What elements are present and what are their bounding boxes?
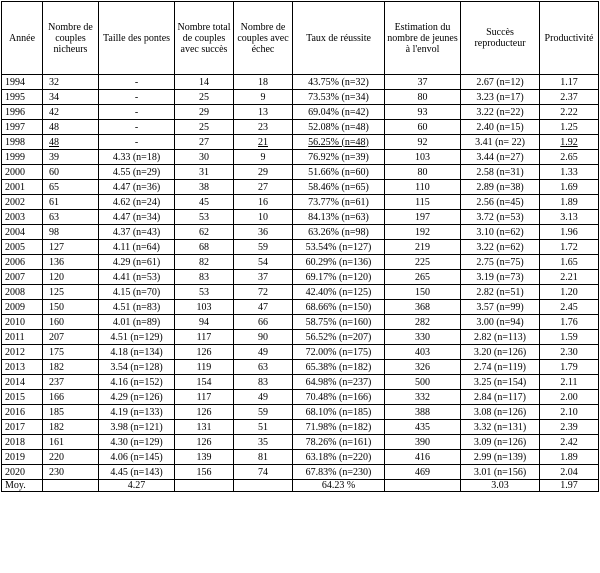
cell-jeunes: 330 (385, 330, 461, 345)
cell-nicheurs: 237 (43, 375, 99, 390)
cell-succes: 126 (175, 435, 234, 450)
cell-taille-pontes: - (99, 120, 175, 135)
table-row (2, 315, 599, 330)
cell-succes-repro: 2.99 (n=139) (461, 450, 540, 465)
cell-echec: 59 (234, 240, 293, 255)
cell-taux: 56.25% (n=48) (293, 135, 385, 150)
cell-productivite: 2.11 (540, 375, 599, 390)
cell-nicheurs: 160 (43, 315, 99, 330)
cell-succes: 156 (175, 465, 234, 480)
cell-taille-pontes: 4.30 (n=129) (99, 435, 175, 450)
cell-succes-repro: 2.40 (n=15) (461, 120, 540, 135)
cell-taille-pontes: 4.62 (n=24) (99, 195, 175, 210)
cell-taux: 65.38% (n=182) (293, 360, 385, 375)
cell-succes: 103 (175, 300, 234, 315)
cell-echec: 63 (234, 360, 293, 375)
cell-taille-pontes: 4.51 (n=129) (99, 330, 175, 345)
cell-jeunes: 103 (385, 150, 461, 165)
header-succes-reproducteur: Succès reproducteur (461, 2, 540, 75)
cell-succes: 126 (175, 405, 234, 420)
cell-echec: 81 (234, 450, 293, 465)
cell-succes-repro: 3.19 (n=73) (461, 270, 540, 285)
cell-productivite: 1.72 (540, 240, 599, 255)
cell-echec: 83 (234, 375, 293, 390)
cell-taux: 68.66% (n=150) (293, 300, 385, 315)
cell-succes: 62 (175, 225, 234, 240)
table-body (2, 75, 599, 480)
cell-succes-repro: 3.10 (n=62) (461, 225, 540, 240)
cell-nicheurs: 125 (43, 285, 99, 300)
cell-taille-pontes: 4.29 (n=126) (99, 390, 175, 405)
cell-nicheurs: 42 (43, 105, 99, 120)
table-row (2, 450, 599, 465)
cell-taille-pontes: - (99, 75, 175, 90)
footer-cell-productivite: 1.97 (540, 480, 599, 492)
cell-succes-repro: 3.22 (n=62) (461, 240, 540, 255)
cell-annee: 2020 (2, 465, 43, 480)
cell-succes: 25 (175, 90, 234, 105)
cell-echec: 10 (234, 210, 293, 225)
cell-annee: 2004 (2, 225, 43, 240)
cell-nicheurs: 182 (43, 360, 99, 375)
cell-taille-pontes: 4.45 (n=143) (99, 465, 175, 480)
cell-succes-repro: 3.01 (n=156) (461, 465, 540, 480)
cell-annee: 2015 (2, 390, 43, 405)
cell-succes-repro: 3.25 (n=154) (461, 375, 540, 390)
cell-nicheurs: 48 (43, 135, 99, 150)
cell-nicheurs: 230 (43, 465, 99, 480)
cell-nicheurs: 48 (43, 120, 99, 135)
table-row (2, 135, 599, 150)
table-row (2, 210, 599, 225)
footer-cell-succes (175, 480, 234, 492)
cell-succes-repro: 3.44 (n=27) (461, 150, 540, 165)
cell-succes: 31 (175, 165, 234, 180)
cell-productivite: 1.25 (540, 120, 599, 135)
cell-taille-pontes: 3.98 (n=121) (99, 420, 175, 435)
table-row (2, 225, 599, 240)
cell-succes: 154 (175, 375, 234, 390)
cell-annee: 1999 (2, 150, 43, 165)
cell-nicheurs: 220 (43, 450, 99, 465)
cell-jeunes: 115 (385, 195, 461, 210)
cell-nicheurs: 63 (43, 210, 99, 225)
header-productivite: Productivité (540, 2, 599, 75)
cell-productivite: 2.30 (540, 345, 599, 360)
cell-succes-repro: 3.08 (n=126) (461, 405, 540, 420)
cell-succes: 126 (175, 345, 234, 360)
cell-jeunes: 390 (385, 435, 461, 450)
footer-label: Moy. (2, 480, 43, 492)
cell-succes-repro: 2.82 (n=51) (461, 285, 540, 300)
cell-echec: 23 (234, 120, 293, 135)
cell-echec: 49 (234, 390, 293, 405)
table-footer (2, 480, 599, 492)
cell-succes-repro: 3.32 (n=131) (461, 420, 540, 435)
cell-productivite: 2.04 (540, 465, 599, 480)
header-estimation-jeunes: Estimation du nombre de jeunes à l'envol (385, 2, 461, 75)
cell-jeunes: 80 (385, 90, 461, 105)
cell-taille-pontes: 4.47 (n=36) (99, 180, 175, 195)
table-row (2, 240, 599, 255)
cell-productivite: 1.89 (540, 195, 599, 210)
cell-jeunes: 150 (385, 285, 461, 300)
cell-productivite: 1.59 (540, 330, 599, 345)
cell-taux: 73.77% (n=61) (293, 195, 385, 210)
cell-nicheurs: 150 (43, 300, 99, 315)
cell-productivite: 1.65 (540, 255, 599, 270)
cell-jeunes: 219 (385, 240, 461, 255)
cell-succes-repro: 2.82 (n=113) (461, 330, 540, 345)
cell-succes-repro: 3.72 (n=53) (461, 210, 540, 225)
cell-succes: 139 (175, 450, 234, 465)
cell-taux: 71.98% (n=182) (293, 420, 385, 435)
cell-echec: 51 (234, 420, 293, 435)
cell-succes: 30 (175, 150, 234, 165)
cell-succes: 94 (175, 315, 234, 330)
cell-echec: 9 (234, 90, 293, 105)
cell-taux: 43.75% (n=32) (293, 75, 385, 90)
table-row (2, 390, 599, 405)
table-row (2, 435, 599, 450)
cell-taux: 72.00% (n=175) (293, 345, 385, 360)
table-row (2, 105, 599, 120)
table-row (2, 90, 599, 105)
cell-taille-pontes: 4.55 (n=29) (99, 165, 175, 180)
cell-taux: 58.46% (n=65) (293, 180, 385, 195)
cell-succes-repro: 2.74 (n=119) (461, 360, 540, 375)
cell-annee: 2003 (2, 210, 43, 225)
cell-taux: 58.75% (n=160) (293, 315, 385, 330)
cell-taux: 64.98% (n=237) (293, 375, 385, 390)
data-table (1, 1, 599, 492)
cell-annee: 1994 (2, 75, 43, 90)
cell-echec: 29 (234, 165, 293, 180)
cell-taille-pontes: 4.15 (n=70) (99, 285, 175, 300)
cell-productivite: 2.00 (540, 390, 599, 405)
cell-taille-pontes: 4.37 (n=43) (99, 225, 175, 240)
cell-succes: 131 (175, 420, 234, 435)
header-row (2, 2, 599, 75)
cell-succes: 45 (175, 195, 234, 210)
table-header (2, 2, 599, 75)
table-row (2, 345, 599, 360)
footer-cell-succes-repro: 3.03 (461, 480, 540, 492)
cell-taille-pontes: - (99, 135, 175, 150)
cell-annee: 2006 (2, 255, 43, 270)
cell-taux: 60.29% (n=136) (293, 255, 385, 270)
cell-succes-repro: 3.00 (n=94) (461, 315, 540, 330)
cell-taux: 56.52% (n=207) (293, 330, 385, 345)
cell-taille-pontes: 4.11 (n=64) (99, 240, 175, 255)
cell-succes: 27 (175, 135, 234, 150)
table-row (2, 270, 599, 285)
cell-productivite: 2.22 (540, 105, 599, 120)
cell-echec: 49 (234, 345, 293, 360)
cell-succes-repro: 3.41 (n= 22) (461, 135, 540, 150)
cell-succes-repro: 3.57 (n=99) (461, 300, 540, 315)
cell-jeunes: 197 (385, 210, 461, 225)
table-row (2, 405, 599, 420)
cell-nicheurs: 98 (43, 225, 99, 240)
cell-annee: 2016 (2, 405, 43, 420)
cell-echec: 27 (234, 180, 293, 195)
cell-taux: 76.92% (n=39) (293, 150, 385, 165)
cell-taux: 51.66% (n=60) (293, 165, 385, 180)
cell-taille-pontes: 3.54 (n=128) (99, 360, 175, 375)
cell-taille-pontes: - (99, 90, 175, 105)
cell-taux: 68.10% (n=185) (293, 405, 385, 420)
cell-annee: 2007 (2, 270, 43, 285)
table-row (2, 180, 599, 195)
cell-taille-pontes: 4.41 (n=53) (99, 270, 175, 285)
cell-annee: 1995 (2, 90, 43, 105)
cell-nicheurs: 175 (43, 345, 99, 360)
cell-nicheurs: 32 (43, 75, 99, 90)
cell-succes-repro: 2.56 (n=45) (461, 195, 540, 210)
cell-annee: 2008 (2, 285, 43, 300)
footer-cell-taux: 64.23 % (293, 480, 385, 492)
cell-taux: 70.48% (n=166) (293, 390, 385, 405)
cell-nicheurs: 185 (43, 405, 99, 420)
cell-jeunes: 388 (385, 405, 461, 420)
cell-productivite: 2.37 (540, 90, 599, 105)
cell-echec: 36 (234, 225, 293, 240)
cell-nicheurs: 34 (43, 90, 99, 105)
cell-taux: 63.18% (n=220) (293, 450, 385, 465)
cell-taux: 63.26% (n=98) (293, 225, 385, 240)
table-row (2, 360, 599, 375)
cell-jeunes: 110 (385, 180, 461, 195)
cell-echec: 74 (234, 465, 293, 480)
cell-taille-pontes: 4.19 (n=133) (99, 405, 175, 420)
cell-productivite: 2.65 (540, 150, 599, 165)
cell-echec: 59 (234, 405, 293, 420)
cell-jeunes: 416 (385, 450, 461, 465)
footer-cell-taille-pontes: 4.27 (99, 480, 175, 492)
cell-succes: 29 (175, 105, 234, 120)
header-couples-avec-echec: Nombre de couples avec échec (234, 2, 293, 75)
cell-productivite: 1.20 (540, 285, 599, 300)
cell-succes-repro: 2.67 (n=12) (461, 75, 540, 90)
cell-echec: 90 (234, 330, 293, 345)
cell-succes-repro: 2.89 (n=38) (461, 180, 540, 195)
cell-taux: 52.08% (n=48) (293, 120, 385, 135)
header-taux-reussite: Taux de réussite (293, 2, 385, 75)
cell-annee: 2014 (2, 375, 43, 390)
cell-succes-repro: 2.75 (n=75) (461, 255, 540, 270)
cell-productivite: 3.13 (540, 210, 599, 225)
table-row (2, 195, 599, 210)
cell-annee: 2005 (2, 240, 43, 255)
cell-taille-pontes: 4.29 (n=61) (99, 255, 175, 270)
cell-productivite: 1.79 (540, 360, 599, 375)
cell-taux: 42.40% (n=125) (293, 285, 385, 300)
cell-nicheurs: 207 (43, 330, 99, 345)
cell-succes-repro: 2.58 (n=31) (461, 165, 540, 180)
footer-cell-echec (234, 480, 293, 492)
table-row (2, 465, 599, 480)
cell-echec: 9 (234, 150, 293, 165)
table-row (2, 420, 599, 435)
cell-annee: 1996 (2, 105, 43, 120)
cell-succes: 119 (175, 360, 234, 375)
table-row (2, 330, 599, 345)
cell-succes-repro: 3.20 (n=126) (461, 345, 540, 360)
cell-annee: 2009 (2, 300, 43, 315)
cell-productivite: 2.39 (540, 420, 599, 435)
header-couples-avec-succes: Nombre total de couples avec succès (175, 2, 234, 75)
cell-nicheurs: 60 (43, 165, 99, 180)
table-row (2, 150, 599, 165)
cell-annee: 1998 (2, 135, 43, 150)
cell-taux: 73.53% (n=34) (293, 90, 385, 105)
cell-jeunes: 403 (385, 345, 461, 360)
table-row (2, 165, 599, 180)
cell-echec: 72 (234, 285, 293, 300)
cell-succes: 117 (175, 330, 234, 345)
cell-annee: 2013 (2, 360, 43, 375)
cell-taille-pontes: 4.18 (n=134) (99, 345, 175, 360)
table-row (2, 285, 599, 300)
cell-succes: 68 (175, 240, 234, 255)
table-row (2, 255, 599, 270)
cell-succes: 117 (175, 390, 234, 405)
cell-annee: 2010 (2, 315, 43, 330)
cell-jeunes: 265 (385, 270, 461, 285)
cell-taille-pontes: - (99, 105, 175, 120)
cell-annee: 2001 (2, 180, 43, 195)
cell-jeunes: 332 (385, 390, 461, 405)
cell-taille-pontes: 4.16 (n=152) (99, 375, 175, 390)
cell-nicheurs: 166 (43, 390, 99, 405)
cell-taille-pontes: 4.51 (n=83) (99, 300, 175, 315)
cell-jeunes: 93 (385, 105, 461, 120)
cell-taux: 69.04% (n=42) (293, 105, 385, 120)
cell-succes-repro: 3.23 (n=17) (461, 90, 540, 105)
table-row (2, 300, 599, 315)
cell-taille-pontes: 4.33 (n=18) (99, 150, 175, 165)
cell-productivite: 2.21 (540, 270, 599, 285)
cell-echec: 35 (234, 435, 293, 450)
cell-echec: 47 (234, 300, 293, 315)
cell-jeunes: 326 (385, 360, 461, 375)
cell-succes: 53 (175, 285, 234, 300)
cell-jeunes: 80 (385, 165, 461, 180)
header-annee: Année (2, 2, 43, 75)
cell-echec: 16 (234, 195, 293, 210)
table-row (2, 75, 599, 90)
cell-nicheurs: 61 (43, 195, 99, 210)
cell-nicheurs: 120 (43, 270, 99, 285)
cell-annee: 2011 (2, 330, 43, 345)
cell-taille-pontes: 4.06 (n=145) (99, 450, 175, 465)
header-nombre-couples-nicheurs: Nombre de couples nicheurs (43, 2, 99, 75)
cell-productivite: 1.89 (540, 450, 599, 465)
cell-echec: 66 (234, 315, 293, 330)
cell-taille-pontes: 4.01 (n=89) (99, 315, 175, 330)
cell-succes: 83 (175, 270, 234, 285)
cell-taux: 69.17% (n=120) (293, 270, 385, 285)
cell-succes: 53 (175, 210, 234, 225)
cell-annee: 2000 (2, 165, 43, 180)
cell-productivite: 1.76 (540, 315, 599, 330)
cell-nicheurs: 161 (43, 435, 99, 450)
cell-nicheurs: 39 (43, 150, 99, 165)
cell-succes-repro: 3.09 (n=126) (461, 435, 540, 450)
cell-productivite: 1.96 (540, 225, 599, 240)
cell-echec: 13 (234, 105, 293, 120)
cell-productivite: 2.10 (540, 405, 599, 420)
cell-succes: 38 (175, 180, 234, 195)
cell-echec: 21 (234, 135, 293, 150)
cell-jeunes: 192 (385, 225, 461, 240)
cell-taux: 67.83% (n=230) (293, 465, 385, 480)
cell-productivite: 2.45 (540, 300, 599, 315)
cell-succes-repro: 2.84 (n=117) (461, 390, 540, 405)
cell-jeunes: 37 (385, 75, 461, 90)
cell-annee: 2019 (2, 450, 43, 465)
cell-succes: 25 (175, 120, 234, 135)
cell-annee: 2012 (2, 345, 43, 360)
cell-succes-repro: 3.22 (n=22) (461, 105, 540, 120)
cell-nicheurs: 182 (43, 420, 99, 435)
cell-jeunes: 225 (385, 255, 461, 270)
cell-taille-pontes: 4.47 (n=34) (99, 210, 175, 225)
cell-jeunes: 435 (385, 420, 461, 435)
table-row (2, 120, 599, 135)
cell-jeunes: 368 (385, 300, 461, 315)
cell-nicheurs: 65 (43, 180, 99, 195)
cell-jeunes: 282 (385, 315, 461, 330)
cell-echec: 37 (234, 270, 293, 285)
cell-succes: 14 (175, 75, 234, 90)
cell-nicheurs: 127 (43, 240, 99, 255)
cell-jeunes: 92 (385, 135, 461, 150)
cell-succes: 82 (175, 255, 234, 270)
cell-productivite: 2.42 (540, 435, 599, 450)
footer-cell-nicheurs (43, 480, 99, 492)
cell-annee: 2017 (2, 420, 43, 435)
cell-taux: 84.13% (n=63) (293, 210, 385, 225)
cell-jeunes: 500 (385, 375, 461, 390)
cell-jeunes: 60 (385, 120, 461, 135)
cell-productivite: 1.17 (540, 75, 599, 90)
cell-jeunes: 469 (385, 465, 461, 480)
cell-annee: 2018 (2, 435, 43, 450)
footer-cell-jeunes (385, 480, 461, 492)
cell-productivite: 1.69 (540, 180, 599, 195)
cell-taux: 53.54% (n=127) (293, 240, 385, 255)
cell-taux: 78.26% (n=161) (293, 435, 385, 450)
cell-annee: 2002 (2, 195, 43, 210)
header-taille-pontes: Taille des pontes (99, 2, 175, 75)
cell-echec: 54 (234, 255, 293, 270)
cell-echec: 18 (234, 75, 293, 90)
cell-productivite: 1.92 (540, 135, 599, 150)
footer-row-moyenne (2, 480, 599, 492)
cell-productivite: 1.33 (540, 165, 599, 180)
cell-annee: 1997 (2, 120, 43, 135)
table-row (2, 375, 599, 390)
cell-nicheurs: 136 (43, 255, 99, 270)
